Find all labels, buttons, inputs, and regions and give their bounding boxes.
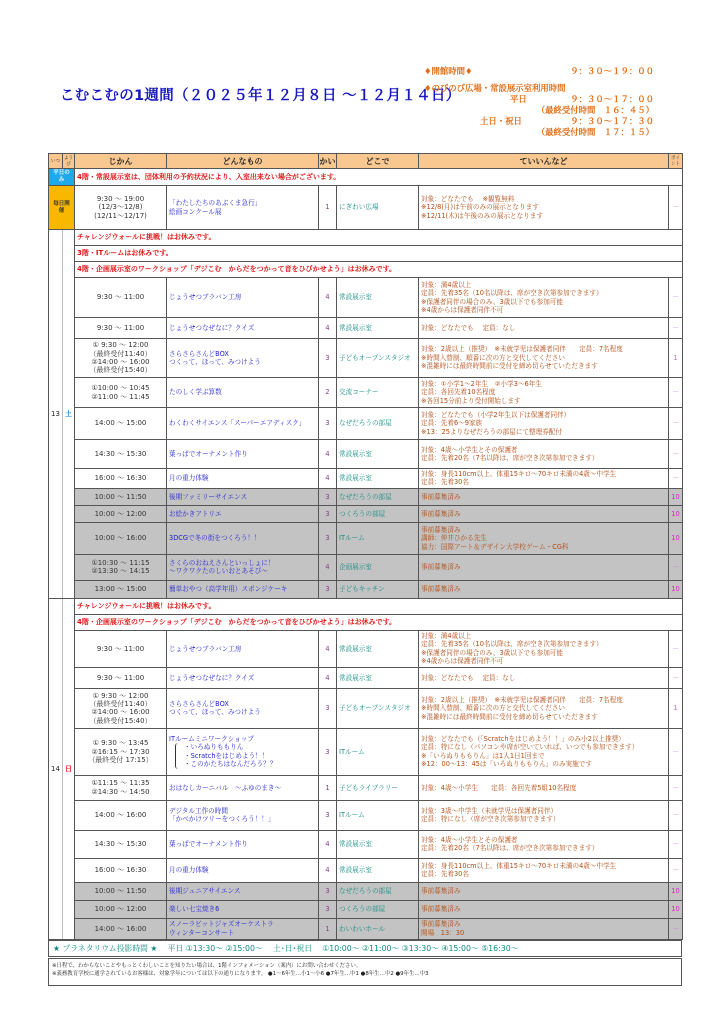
event-details: 事前募集済み 講師：仲井ひかる先生 協力：国際アート＆デザイン大学校ゲーム・CG科 (419, 522, 669, 554)
event-time: 14:00 ～ 16:00 (75, 800, 167, 830)
event-time: 14:30 ～ 15:30 (75, 830, 167, 858)
title-line: ITルームミニワークショップ (169, 735, 254, 743)
event-place: ITルーム (337, 800, 419, 830)
event-details: 対象：3歳～中学生（未就学児は保護者同伴） 定員：特になし（席が空き次第参加できます） (419, 800, 669, 830)
table-row (49, 318, 683, 339)
event-details: 対象：4歳～小学生とその保護者 定員：先着20名（7名以降は、席が空き次第参加できます） (419, 440, 669, 469)
event-details: 対象：①小学1～2年生 ②小学3～6年生 定員：各回先着10名程度 ※各回15分前より受付開始します (419, 378, 669, 408)
event-details: 対象：どなたでも 定員：なし (419, 667, 669, 688)
event-place: 常設展示室 (337, 278, 419, 318)
title-line: 葉っぱでオーナメント作り (169, 840, 248, 849)
event-point: 10 (669, 900, 683, 918)
event-point: － (669, 378, 683, 408)
event-place: 常設展示室 (337, 858, 419, 882)
header-7: ポイント (669, 154, 683, 169)
day-of-week: 土 (63, 230, 75, 599)
table-row (49, 800, 683, 830)
event-time: 14:00 ～ 15:00 (75, 408, 167, 440)
event-point: － (669, 858, 683, 882)
event-floor: 3 (319, 339, 337, 378)
event-point: － (669, 554, 683, 580)
event-place: 常設展示室 (337, 440, 419, 469)
title-line: さらさらさんどBOX (169, 349, 229, 358)
open-label: ♦開館時間♦ (424, 66, 473, 76)
event-place: ITルーム (337, 522, 419, 554)
event-time: 14:30 ～ 15:30 (75, 440, 167, 469)
event-floor: 4 (319, 554, 337, 580)
event-place: 企画展示室 (337, 554, 419, 580)
table-row (49, 688, 683, 728)
event-floor: 3 (319, 488, 337, 505)
event-time: 9:30 ～ 11:00 (75, 318, 167, 339)
title-line: つくって、ほって、みつけよう (169, 358, 261, 366)
event-title (167, 554, 319, 580)
event-place: 子どもライブラリー (337, 775, 419, 800)
event-title (167, 580, 319, 598)
event-title (167, 918, 319, 939)
weekday-time: ９：３０～１７：００ (570, 94, 654, 104)
planetarium-times: ★ プラネタリウム投影時間 ★ 平日 ①13:30～ ②15:00～ 土･日･祝日 ①10:00～ ②11:00～ ③13:30～ ④15:00～ ⑤16:30～ (48, 940, 682, 957)
event-title (167, 800, 319, 830)
event-place: 子どもキッチン (337, 580, 419, 598)
table-row (49, 918, 683, 939)
event-details: 事前募集済み (419, 882, 669, 900)
title-line: ウィンターコンサート (169, 928, 235, 937)
table-row (49, 522, 683, 554)
event-floor: 3 (319, 882, 337, 900)
event-floor: 3 (319, 580, 337, 598)
event-time: 9:30 ～ 11:00 (75, 278, 167, 318)
event-place: 交流コーナー (337, 378, 419, 408)
event-details: 対象：どなたでも（小学2年生以下は保護者同伴） 定員：先着6～9家族 ※13：25よりなぜだろうの部屋にて整理券配付 (419, 408, 669, 440)
event-place: 常設展示室 (337, 667, 419, 688)
notice: 4階・企画展示室のワークショップ「デジこむ からだをつかって音をひびかせよう」はお休みです。 (75, 262, 683, 278)
header-3: どんなもの (167, 154, 319, 169)
event-floor: 4 (319, 830, 337, 858)
event-details: 対象：満4歳以上 定員：先着35名（10名以降は、席が空き次第参加できます） ※保護者同伴の場合のみ、3歳以下でも参加可能 ※4歳からは保護者同伴不可 (419, 630, 669, 667)
event-point: 10 (669, 522, 683, 554)
event-place: 常設展示室 (337, 630, 419, 667)
event-place: 子どもオープンスタジオ (337, 688, 419, 728)
event-details: 対象：2歳以上（推奨） ※未就学児は保護者同伴 定員：7名程度 ※時間入替制、順番に次の方と交代してください ※混雑時には最終時間前に受付を締め切らせていただきます (419, 339, 669, 378)
header-0: いつ (49, 154, 63, 169)
event-time: 10:00 ～ 11:50 (75, 488, 167, 505)
notice-row (49, 230, 683, 246)
footnotes (48, 958, 682, 986)
event-details: 事前募集済み (419, 554, 669, 580)
event-point: － (669, 800, 683, 830)
event-title (167, 488, 319, 505)
title-line: 月の重力体験 (169, 866, 209, 875)
title-line: 絵画コンクール展 (169, 207, 222, 216)
header-1: ようび (63, 154, 75, 169)
event-floor: 4 (319, 440, 337, 469)
header-6: ていいんなど (419, 154, 669, 169)
notice: チャレンジウォールに挑戦！はお休みです。 (75, 230, 683, 246)
holiday-time: ９：３０～１７：３０ (570, 116, 654, 126)
event-details: 対象：身長110cm以上、体重15キロ～70キロ未満の4歳～中学生 定員：先着30名 (419, 858, 669, 882)
table-row (49, 378, 683, 408)
event-time: 16:00 ～ 16:30 (75, 858, 167, 882)
title-line: 楽しい七宝焼き6 (169, 905, 220, 914)
event-point: － (669, 667, 683, 688)
notice-row (49, 598, 683, 614)
event-point: － (669, 775, 683, 800)
event-details: 対象：身長110cm以上、体重15キロ～70キロ未満の4歳～中学生 定員：先着30名 (419, 469, 669, 489)
daily-row (49, 186, 683, 230)
table-row (49, 882, 683, 900)
sub-item: ・いろぬりももりん (184, 743, 244, 752)
event-floor: 4 (319, 469, 337, 489)
event-place: 子どもオープンスタジオ (337, 339, 419, 378)
event-point: 1 (669, 688, 683, 728)
event-place: なぜだろうの部屋 (337, 882, 419, 900)
event-details: 事前募集済み (419, 900, 669, 918)
event-floor: 3 (319, 688, 337, 728)
event-time: ①11:15 ～ 11:35 ②14:30 ～ 14:50 (75, 775, 167, 800)
event-time: 10:00 ～ 16:00 (75, 522, 167, 554)
title-line: ～ワクワクたのしいおとあそび～ (169, 567, 268, 576)
event-floor: 3 (319, 900, 337, 918)
event-title (167, 882, 319, 900)
weekday-only-notice: 4階・常設展示室は、団体利用の予約状況により、入室出来ない場合がございます。 (75, 169, 683, 186)
daily-label: 毎日開催 (49, 186, 75, 230)
weekday-label: 平日 (510, 94, 527, 104)
table-row (49, 488, 683, 505)
event-point: 10 (669, 505, 683, 522)
title-line: 後期ファミリーサイエンス (169, 492, 248, 501)
event-title (167, 440, 319, 469)
event-time: 10:00 ～ 11:50 (75, 882, 167, 900)
event-title (167, 900, 319, 918)
table-row (49, 728, 683, 775)
event-title (167, 378, 319, 408)
event-time: 10:00 ～ 12:00 (75, 505, 167, 522)
table-row (49, 667, 683, 688)
title-line: じょうせつブラバン工房 (169, 293, 242, 302)
event-floor: 4 (319, 278, 337, 318)
event-point: － (669, 728, 683, 775)
table-header (49, 154, 683, 169)
event-details: 事前募集済み (419, 580, 669, 598)
title-line: たのしく学ぶ算数 (169, 388, 222, 397)
event-point: － (669, 318, 683, 339)
event-place: なぜだろうの部屋 (337, 488, 419, 505)
sub-items (175, 743, 316, 768)
event-place: 常設展示室 (337, 469, 419, 489)
event-floor: 4 (319, 667, 337, 688)
event-title (167, 408, 319, 440)
table-row (49, 440, 683, 469)
schedule-table (48, 153, 683, 940)
event-time: 14:00 ～ 16:00 (75, 918, 167, 939)
event-floor: 4 (319, 858, 337, 882)
sub-item: ・このかたちはなんだろう？？ (184, 760, 277, 769)
event-time: 9:30 ～ 11:00 (75, 667, 167, 688)
event-title (167, 469, 319, 489)
event-floor: 4 (319, 630, 337, 667)
event-title (167, 728, 319, 775)
event-point: － (669, 186, 683, 230)
table-row (49, 900, 683, 918)
event-details: 対象：4歳～小学生とその保護者 定員：先着20名（7名以降は、席が空き次第参加できます） (419, 830, 669, 858)
title-line: さらさらさんどBOX (169, 699, 229, 708)
holiday-label: 土日・祝日 (480, 116, 522, 126)
event-details: 対象：4歳～小学生 定員：各回先着5組10名程度 (419, 775, 669, 800)
notice-row (49, 614, 683, 630)
event-details: 事前募集済み (419, 488, 669, 505)
table-row (49, 858, 683, 882)
day-number: 13 (49, 230, 63, 599)
event-floor: 1 (319, 775, 337, 800)
event-place: なぜだろうの部屋 (337, 408, 419, 440)
event-time: 9:30 ～ 19:00 (12/3～12/8) (12/11～12/17) (75, 186, 167, 230)
event-point: 10 (669, 882, 683, 900)
event-title (167, 318, 319, 339)
event-point: － (669, 830, 683, 858)
event-title (167, 505, 319, 522)
event-time: ① 9:30 ～ 13:45 ②16:15 ～ 17:30 （最終受付 17:15） (75, 728, 167, 775)
notice: 3階・ITルームはお休みです。 (75, 246, 683, 262)
title-line: デジタル工作の時間 (169, 806, 228, 815)
footnote: ※日程で、わからないことやもっとくわしいことを知りたい場合は、1階インフォメーション（案内）にお問い合わせください。 (52, 963, 362, 969)
title-line: 月の重力体験 (169, 474, 209, 483)
title-line: お絵かきアトリエ (169, 509, 222, 518)
open-time: ９：３０～１９：００ (570, 66, 654, 76)
event-title (167, 186, 319, 230)
event-details: 対象：どなたでも ※観覧無料 ※12/8(月)は午前のみの展示となります ※12/11(木)は午後のみの展示となります (419, 186, 669, 230)
event-title (167, 830, 319, 858)
event-title (167, 858, 319, 882)
title-line: つくって、ほって、みつけよう (169, 708, 261, 717)
event-place: つくろうの部屋 (337, 900, 419, 918)
event-point: 10 (669, 580, 683, 598)
event-point: － (669, 469, 683, 489)
event-floor: 3 (319, 728, 337, 775)
title-line: じょうせつなぜなに？クイズ (169, 323, 255, 332)
event-floor: 4 (319, 318, 337, 339)
event-time: ① 9:30 ～ 12:00 （最終受付11:40） ②14:00 ～ 16:00 （最終受付15:40） (75, 688, 167, 728)
event-time: 9:30 ～ 11:00 (75, 630, 167, 667)
event-point: － (669, 278, 683, 318)
event-floor: 3 (319, 800, 337, 830)
event-title (167, 667, 319, 688)
header-4: かい (319, 154, 337, 169)
event-floor: 2 (319, 378, 337, 408)
table-row (49, 554, 683, 580)
event-title (167, 339, 319, 378)
nobi-label: ♦のびのび広場・常設展示室利用時間 (424, 83, 566, 93)
event-details: 事前募集済み (419, 505, 669, 522)
day-of-week: 日 (63, 598, 75, 939)
title-line: 後期ジュニアサイエンス (169, 887, 241, 896)
title-line: じょうせつなぜなに？クイズ (169, 673, 255, 682)
event-title (167, 775, 319, 800)
title-line: 葉っぱでオーナメント作り (169, 449, 248, 458)
day-number: 14 (49, 598, 63, 939)
event-place: つくろうの部屋 (337, 505, 419, 522)
weekday-only-row (49, 169, 683, 186)
event-title (167, 688, 319, 728)
event-time: ①10:30 ～ 11:15 ②13:30 ～ 14:15 (75, 554, 167, 580)
event-place: 常設展示室 (337, 318, 419, 339)
event-floor: 3 (319, 408, 337, 440)
event-floor: 1 (319, 918, 337, 939)
holiday-last: （最終受付時間 １７：１５） (536, 127, 654, 137)
event-time: ①10:00 ～ 10:45 ②11:00 ～ 11:45 (75, 378, 167, 408)
event-time: 10:00 ～ 12:00 (75, 900, 167, 918)
footnote: ※義務教育学校に通学されているお客様は、対象学年については以下の通りになります。 ●1～6年生…小1～小6 ●7年生…中1 ●8年生…中2 ●9年生…中3 (52, 971, 429, 977)
notice: 4階・企画展示室のワークショップ「デジこむ からだをつかって音をひびかせよう」はお休みです。 (75, 614, 683, 630)
event-details: 対象：どなたでも（「Scratchをはじめよう！！」のみ小2以上推奨） 定員：特になし（パソコンや席が空いていれば、いつでも参加できます） ※「いろぬりももりん」は1人1日1回まで ※12：00～13：45は「いろぬりももりん」のみ実施です (419, 728, 669, 775)
event-details: 対象：2歳以上（推奨） ※未就学児は保護者同伴 定員：7名程度 ※時間入替制、順番に次の方と交代してください ※混雑時には最終時間前に受付を締め切らせていただきます (419, 688, 669, 728)
title-line: 簡単おやつ（高学年用）スポンジケーキ (169, 585, 288, 594)
event-place: にぎわい広場 (337, 186, 419, 230)
event-floor: 3 (319, 522, 337, 554)
table-row (49, 775, 683, 800)
event-point: － (669, 918, 683, 939)
notice-row (49, 262, 683, 278)
event-floor: 3 (319, 505, 337, 522)
table-row (49, 830, 683, 858)
event-time: 16:00 ～ 16:30 (75, 469, 167, 489)
event-details: 事前募集済み 開場 13：30 (419, 918, 669, 939)
table-row (49, 505, 683, 522)
title-line: 3DCGで冬の街をつくろう！！ (169, 534, 261, 543)
table-row (49, 580, 683, 598)
event-title (167, 630, 319, 667)
table-row (49, 278, 683, 318)
notice-row (49, 246, 683, 262)
event-point: 1 (669, 339, 683, 378)
notice: チャレンジウォールに挑戦！はお休みです。 (75, 598, 683, 614)
event-place: 常設展示室 (337, 830, 419, 858)
event-floor: 1 (319, 186, 337, 230)
event-title (167, 522, 319, 554)
event-time: ① 9:30 ～ 12:00 （最終受付11:40） ②14:00 ～ 16:00 （最終受付15:40） (75, 339, 167, 378)
sub-item: ・Scratchをはじめよう！！ (184, 751, 269, 760)
event-point: 10 (669, 488, 683, 505)
weekday-only-label: 平日のみ (49, 169, 75, 186)
event-point: － (669, 630, 683, 667)
table-row (49, 408, 683, 440)
title-line: さくらのおねえさんといっしょに！ (169, 558, 275, 567)
event-place: ITルーム (337, 728, 419, 775)
event-point: － (669, 440, 683, 469)
table-row (49, 630, 683, 667)
title-line: わくわくサイエンス「スーパーエアディスク」 (169, 419, 306, 428)
table-row (49, 469, 683, 489)
title-line: じょうせつブラバン工房 (169, 644, 242, 653)
title-line: おはなしカーニバル ～ふゆのまき～ (169, 783, 282, 792)
event-point: － (669, 408, 683, 440)
event-time: 13:00 ～ 15:00 (75, 580, 167, 598)
header-5: どこで (337, 154, 419, 169)
title-line: スノーラビットジャズオーケストラ (169, 920, 274, 929)
opening-hours (424, 66, 654, 138)
title-line: 「わたしたちのあぶくま急行」 (169, 199, 262, 208)
event-title (167, 278, 319, 318)
title-line: 「かべかけツリーをつくろう！！」 (169, 815, 275, 824)
header-2: じかん (75, 154, 167, 169)
page-title: こむこむの1週間（２０２５年１２月８日 ～１２月１４日） (60, 88, 461, 104)
weekday-last: （最終受付時間 １６：４５） (536, 105, 654, 115)
event-details: 対象：満4歳以上 定員：先着35名（10名以降は、席が空き次第参加できます） ※保護者同伴の場合のみ、3歳以下でも参加可能 ※4歳からは保護者同伴不可 (419, 278, 669, 318)
event-place: わいわいホール (337, 918, 419, 939)
event-details: 対象：どなたでも 定員：なし (419, 318, 669, 339)
table-row (49, 339, 683, 378)
